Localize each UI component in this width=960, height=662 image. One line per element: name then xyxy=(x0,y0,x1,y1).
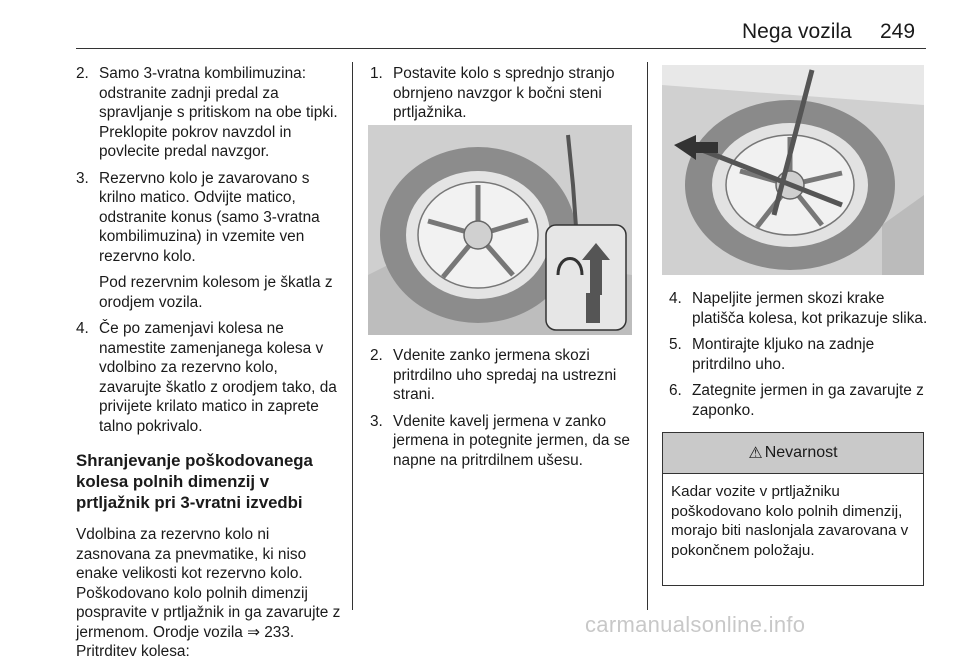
middle-column-lower xyxy=(370,346,632,477)
step-text: Postavite kolo s sprednjo stranjo obrnjeno navzgor k bočni steni prtljažnika. xyxy=(393,65,615,121)
figure-wheel-strap-routing xyxy=(662,65,924,275)
step-number: 3. xyxy=(76,169,89,187)
warning-header xyxy=(663,433,923,474)
warning-box xyxy=(662,432,924,586)
wheel-illustration-2 xyxy=(662,65,924,275)
step-number: 3. xyxy=(370,412,383,430)
watermark: carmanualsonline.info xyxy=(585,612,806,637)
step-number: 6. xyxy=(669,382,682,399)
column-divider-right xyxy=(647,62,648,610)
step-item xyxy=(669,381,929,420)
step-item xyxy=(669,289,929,328)
step-text: Napeljite jermen skozi krake platišča kolesa, kot prikazuje slika. xyxy=(692,290,928,327)
step-text: Samo 3-vratna kombilimuzina: odstranite zadnji predal za spravljanje s pritiskom na obe tipki. Preklopite pokrov navzdol in povlecite predal navzgor. xyxy=(99,65,338,160)
column-divider-left xyxy=(352,62,353,610)
step-3-note: Pod rezervnim kolesom je škatla z orodjem vozila. xyxy=(99,274,333,311)
warning-title: Nevarnost xyxy=(764,444,838,461)
step-number: 4. xyxy=(76,320,89,337)
page-title: Nega vozila xyxy=(742,20,852,43)
figure-wheel-strap-hook xyxy=(368,125,632,335)
header-rule xyxy=(76,48,926,49)
step-item xyxy=(370,346,632,405)
step-number: 1. xyxy=(370,65,383,82)
step-item xyxy=(669,335,929,374)
right-column xyxy=(669,289,929,427)
middle-column xyxy=(370,64,632,130)
step-item xyxy=(76,319,344,436)
section-subheading: Shranjevanje poškodovanega kolesa polnih dimenzij v prtljažnik pri 3-vratni izvedbi xyxy=(76,451,313,512)
step-text: Rezervno kolo je zavarovano s krilno matico. Odvijte matico, odstranite konus (samo 3-vratna kombilimuzina) in vzemite ven rezervno kolo. xyxy=(99,169,320,265)
step-number: 4. xyxy=(669,290,682,307)
step-text: Vdenite kavelj jermena v zanko jermena in potegnite jermen, da se napne na pritrdilnem ušesu. xyxy=(393,412,630,469)
step-text: Če po zamenjavi kolesa ne namestite zamenjanega kolesa v vdolbino za rezervno kolo, zavarujte škatlo z orodjem tako, da privijete krilato matico in zaprete talno pokrivalo. xyxy=(99,320,337,435)
step-number: 2. xyxy=(76,65,89,82)
step-item xyxy=(370,64,632,123)
step-text: Vdenite zanko jermena skozi pritrdilno uho spredaj na ustrezni strani. xyxy=(393,347,617,403)
step-item xyxy=(76,64,344,162)
wheel-illustration-1 xyxy=(368,125,632,335)
page-number: 249 xyxy=(880,20,916,43)
left-column xyxy=(76,64,344,662)
step-text: Montirajte kljuko na zadnje pritrdilno uho. xyxy=(692,336,875,373)
warning-text: Kadar vozite v prtljažniku poškodovano kolo polnih dimenzij, morajo biti naslonjala zavarovana v pokončnem položaju. xyxy=(671,483,909,559)
step-item xyxy=(370,412,632,471)
step-item xyxy=(76,169,344,267)
section-paragraph: Vdolbina za rezervno kolo ni zasnovana za pnevmatike, ki niso enake velikosti kot rezervno kolo. Poškodovano kolo polnih dimenzij pospravite v prtljažnik in ga zavarujte z jermenom. Orodje vozila ⇒ 233. Pritrditev kolesa: xyxy=(76,526,341,660)
step-text: Zategnite jermen in ga zavarujte z zaponko. xyxy=(692,382,924,419)
step-number: 2. xyxy=(370,347,383,364)
warning-triangle-icon: ⚠ xyxy=(748,445,763,462)
step-number: 5. xyxy=(669,336,682,353)
